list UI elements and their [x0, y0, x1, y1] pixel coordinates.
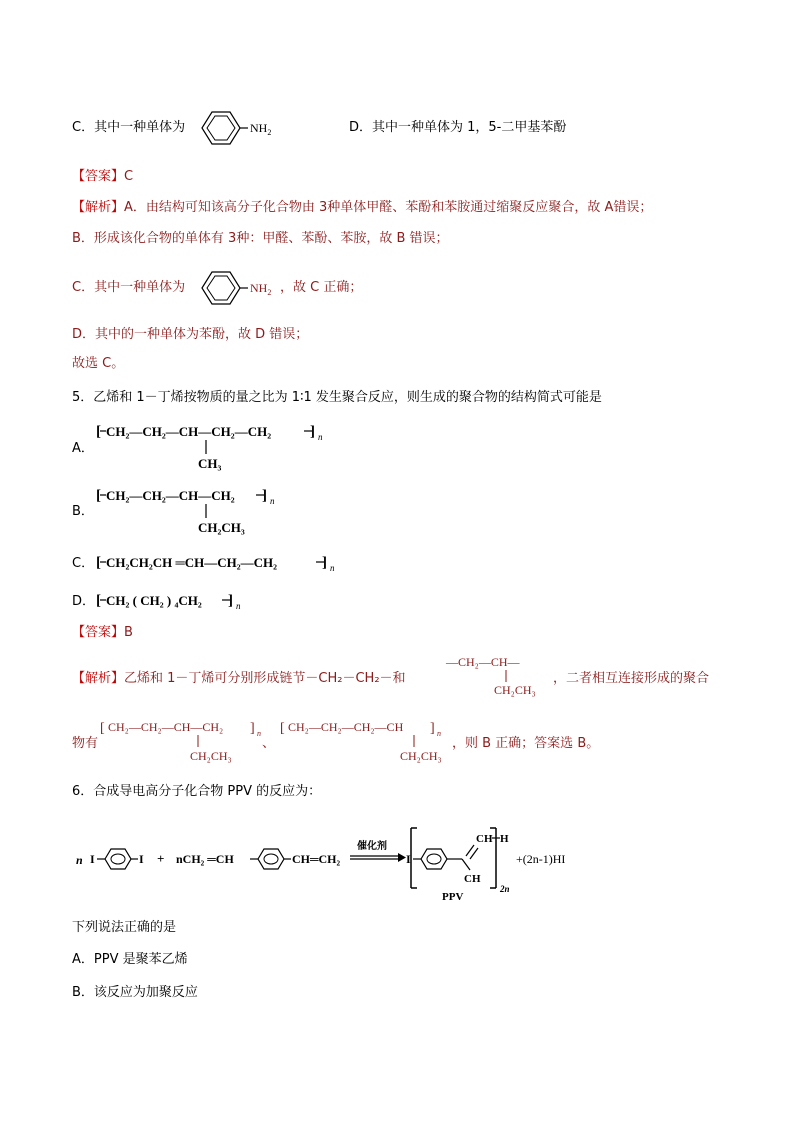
q6-option-a: A．PPV 是聚苯乙烯 — [72, 952, 188, 967]
q6-option-b: B．该反应为加聚反应 — [72, 985, 198, 1000]
explanation-1-line1: 【解析】A．由结构可知该高分子化合物由 3种单体甲醛、苯酚和苯胺通过缩聚反应聚合，故 A错误； — [72, 200, 653, 215]
q5-option-b-structure — [94, 482, 314, 540]
answer-2: 【答案】B — [72, 625, 133, 640]
svg-text:]: ] — [430, 721, 435, 736]
svg-text:CH₂CH₃: CH₂CH₃ — [190, 749, 232, 763]
svg-text:I: I — [139, 852, 144, 866]
q5-option-c-structure — [94, 549, 344, 575]
svg-text:]: ] — [310, 424, 315, 440]
svg-text:CH₂CH₃: CH₂CH₃ — [198, 520, 245, 535]
svg-text:+(2n-1)HI: +(2n-1)HI — [516, 852, 566, 866]
explanation-1-line3-post: ，故 C 正确； — [280, 280, 363, 295]
explanation-1-line5: 故选 C。 — [72, 356, 125, 371]
q5-option-a-label: A． — [72, 441, 94, 456]
aniline-structure-icon — [190, 106, 280, 150]
explanation-1-line3: C．其中一种单体为 — [72, 280, 186, 295]
svg-text:PPV: PPV — [442, 891, 464, 903]
svg-text:NH2: $NH_2$ — [250, 121, 272, 137]
svg-text:[: [ — [96, 424, 101, 440]
svg-text:H: H — [500, 833, 509, 845]
q5-option-d-structure — [94, 587, 264, 613]
svg-text:I: I — [406, 852, 411, 866]
svg-text:]: ] — [228, 593, 233, 609]
poly1-structure — [100, 716, 270, 766]
svg-text:nCH₂ ═CH: nCH₂ ═CH — [176, 852, 234, 866]
svg-text:]: ] — [262, 488, 267, 504]
explanation-2-separator: 、 — [262, 736, 276, 751]
svg-text:CH₂—CH₂—CH₂—CH: CH₂—CH₂—CH₂—CH — [288, 720, 404, 734]
svg-text:[: [ — [100, 721, 105, 736]
svg-text:[: [ — [96, 593, 101, 609]
svg-text:+: + — [157, 851, 165, 866]
svg-text:n: n — [270, 496, 275, 506]
option-d-top: D．其中一种单体为 1，5-二甲基苯酚 — [349, 120, 567, 135]
svg-text:CH₂CH₃: CH₂CH₃ — [400, 749, 442, 763]
svg-text:CH₂CH₃: CH₂CH₃ — [494, 683, 536, 697]
ppv-reaction-diagram — [72, 818, 592, 904]
explanation-1-line4: D．其中的一种单体为苯酚，故 D 错误； — [72, 327, 309, 342]
svg-text:CH₂—CH₂—CH—CH₂: CH₂—CH₂—CH—CH₂ — [108, 720, 224, 734]
option-c-top — [72, 119, 185, 137]
q5-option-a-structure — [94, 418, 344, 474]
butene-unit-structure — [444, 652, 564, 702]
svg-text:[: [ — [96, 555, 101, 571]
nh-text: NH — [250, 121, 268, 135]
explanation-2-line2-pre: 物有 — [72, 736, 99, 751]
svg-text:n: n — [437, 729, 441, 738]
aniline-structure-icon-2 — [190, 266, 278, 310]
svg-text:CH₂ ( CH₂ ) ₄CH₂: CH₂ ( CH₂ ) ₄CH₂ — [106, 593, 202, 608]
question-5-stem: 5．乙烯和 1－丁烯按物质的量之比为 1∶1 发生聚合反应，则生成的聚合物的结构简式可能是 — [72, 390, 602, 405]
poly2-structure — [280, 716, 450, 766]
explanation-2-line2-post: ，则 B 正确；答案选 B。 — [452, 736, 600, 751]
question-6-stem: 6．合成导电高分子化合物 PPV 的反应为： — [72, 784, 322, 799]
svg-text:]: ] — [250, 721, 255, 736]
svg-text:I: I — [90, 852, 95, 866]
option-c-label: C．其中一种单体为 — [72, 120, 186, 135]
svg-text:n: n — [76, 853, 83, 867]
svg-text:CH: CH — [476, 833, 493, 845]
question-6-prompt: 下列说法正确的是 — [72, 920, 177, 935]
svg-text:CH₂—CH₂—CH—CH₂—CH₂: CH₂—CH₂—CH—CH₂—CH₂ — [106, 424, 272, 439]
explanation-2-line1: 【解析】乙烯和 1－丁烯可分别形成链节－CH₂－CH₂－和 — [72, 671, 406, 686]
svg-text:NH2: $NH_2$ — [250, 281, 272, 297]
svg-text:n: n — [330, 563, 335, 573]
svg-text:CH₃: CH₃ — [198, 456, 222, 471]
q5-option-c-label: C． — [72, 556, 95, 571]
explanation-1-line2: B．形成该化合物的单体有 3种：甲醛、苯酚、苯胺，故 B 错误； — [72, 231, 449, 246]
svg-text:n: n — [318, 432, 323, 442]
q5-option-b-label: B． — [72, 504, 94, 519]
svg-text:CH: CH — [464, 873, 481, 885]
svg-text:]: ] — [322, 555, 327, 571]
svg-text:CH═CH₂: CH═CH₂ — [292, 852, 341, 866]
svg-text:2n: 2n — [500, 884, 510, 894]
svg-text:—CH₂—CH—: —CH₂—CH— — [446, 655, 520, 669]
svg-text:n: n — [236, 601, 241, 611]
svg-text:n: n — [257, 729, 261, 738]
q5-option-d-label: D． — [72, 594, 96, 609]
explanation-2-line1-post: ，二者相互连接形成的聚合 — [553, 671, 710, 686]
svg-text:催化剂: 催化剂 — [357, 841, 387, 852]
svg-text:[: [ — [280, 721, 285, 736]
svg-text:[: [ — [96, 488, 101, 504]
svg-text:CH₂CH₂CH ═CH—CH₂—CH₂: CH₂CH₂CH ═CH—CH₂—CH₂ — [106, 555, 278, 570]
answer-1: 【答案】C — [72, 169, 134, 184]
svg-text:CH₂—CH₂—CH—CH₂: CH₂—CH₂—CH—CH₂ — [106, 488, 235, 503]
